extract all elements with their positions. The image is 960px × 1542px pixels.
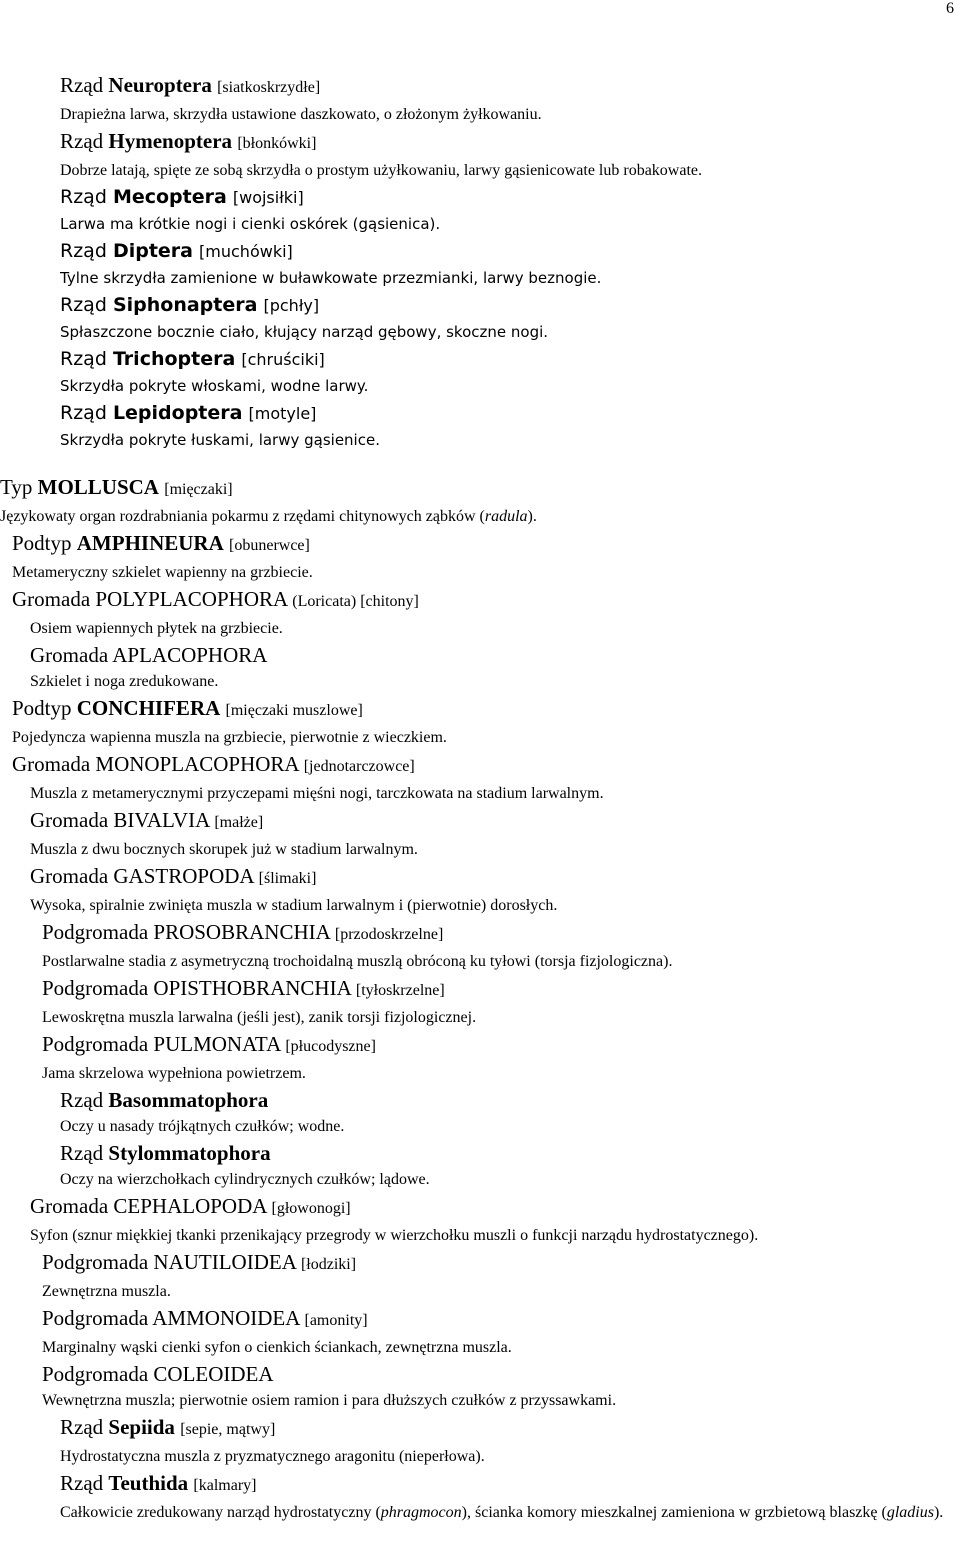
taxon-description: Spłaszczone bocznie ciało, kłujący narząd gębowy, skoczne nogi. — [60, 323, 549, 341]
taxon-name: OPISTHOBRANCHIA — [153, 976, 351, 1000]
podgromada-pulmonata — [0, 1030, 960, 1086]
taxon-heading — [60, 183, 960, 212]
taxon-rank: Rząd — [60, 1471, 104, 1495]
taxon-name: NAUTILOIDEA — [153, 1250, 296, 1274]
taxon-translation: [chruściki] — [241, 350, 325, 369]
taxon-description: Skrzydła pokryte łuskami, larwy gąsienice. — [60, 431, 380, 449]
taxon-description: Hydrostatyczna muszla z pryzmatycznego aragonitu (nieperłowa). — [60, 1448, 485, 1465]
taxon-description: Oczy na wierzchołkach cylindrycznych czułków; lądowe. — [60, 1171, 430, 1188]
taxon-heading — [60, 71, 960, 102]
taxon-name: Diptera — [112, 240, 193, 262]
taxon-description: Postlarwalne stadia z asymetryczną trochoidalną muszlą obróconą ku tyłowi (torsja fizjologiczna). — [42, 953, 673, 970]
taxon-translation: [głowonogi] — [271, 1200, 351, 1217]
gromada-cephalopoda — [0, 1192, 960, 1248]
taxon-rank: Rząd — [60, 294, 107, 316]
taxon-heading — [60, 127, 960, 158]
taxon-name: BIVALVIA — [113, 808, 210, 832]
taxon-description: Zewnętrzna muszla. — [42, 1283, 171, 1300]
taxon-description: Wewnętrzna muszla; pierwotnie osiem ramion i para dłuższych czułków z przyssawkami. — [42, 1392, 617, 1409]
taxon-name: Teuthida — [108, 1471, 189, 1495]
taxon-rank: Podgromada — [42, 1032, 149, 1056]
taxon-rank: Rząd — [60, 1088, 104, 1112]
taxon-rank: Podgromada — [42, 1306, 149, 1330]
taxon-rank: Rząd — [60, 129, 104, 153]
taxon-name: Basommatophora — [108, 1088, 269, 1112]
taxon-rank: Gromada — [30, 808, 109, 832]
taxon-rank: Typ — [0, 475, 33, 499]
insect-order-entry — [0, 71, 960, 127]
desc-text: Językowaty organ rozdrabniania pokarmu z rzędami chitynowych ząbków ( — [0, 508, 485, 525]
taxon-heading — [42, 974, 960, 1005]
taxon-name: APLACOPHORA — [112, 643, 268, 667]
insect-order-entry — [0, 345, 960, 399]
taxon-name: MOLLUSCA — [37, 475, 159, 499]
taxon-heading — [42, 918, 960, 949]
taxon-name: Neuroptera — [108, 73, 212, 97]
taxon-name: Lepidoptera — [112, 402, 243, 424]
document-body — [0, 71, 960, 1525]
taxon-rank: Rząd — [60, 402, 107, 424]
taxon-heading — [30, 641, 960, 669]
taxon-translation: [kalmary] — [193, 1477, 257, 1494]
insect-order-entry — [0, 291, 960, 345]
taxon-heading — [60, 237, 960, 266]
insect-order-entry — [0, 183, 960, 237]
taxon-description: Wysoka, spiralnie zwinięta muszla w stadium larwalnym i (pierwotnie) dorosłych. — [30, 897, 558, 914]
taxon-name: CEPHALOPODA — [113, 1194, 267, 1218]
podgromada-prosobranchia — [0, 918, 960, 974]
taxon-heading — [60, 1469, 960, 1500]
desc-text: ). — [527, 508, 537, 525]
rzad-stylommatophora — [0, 1139, 960, 1192]
desc-text: ). — [933, 1504, 944, 1521]
taxon-description: Szkielet i noga zredukowane. — [30, 673, 219, 690]
podgromada-coleoidea — [0, 1360, 960, 1413]
taxon-name: GASTROPODA — [113, 864, 254, 888]
taxon-translation: [obunerwce] — [229, 537, 310, 554]
desc-italic-term: phragmocon — [380, 1504, 462, 1521]
podgromada-opisthobranchia — [0, 974, 960, 1030]
taxon-translation: [tyłoskrzelne] — [355, 982, 445, 999]
taxon-heading — [60, 1413, 960, 1444]
gromada-aplacophora — [0, 641, 960, 694]
taxon-name: CONCHIFERA — [76, 696, 221, 720]
taxon-translation: [płucodyszne] — [285, 1038, 376, 1055]
taxon-translation: [małże] — [214, 814, 264, 831]
rzad-sepiida — [0, 1413, 960, 1469]
taxon-heading — [12, 750, 960, 781]
taxon-heading — [0, 473, 960, 504]
taxon-rank: Podgromada — [42, 920, 149, 944]
taxon-heading — [12, 694, 960, 725]
taxon-translation: [mięczaki] — [164, 481, 233, 498]
taxon-rank: Podtyp — [12, 696, 72, 720]
taxon-name: PULMONATA — [153, 1032, 281, 1056]
taxon-heading — [42, 1248, 960, 1279]
taxon-translation: [błonkówki] — [237, 135, 317, 152]
taxon-name: Trichoptera — [112, 348, 236, 370]
insect-order-entry — [0, 399, 960, 453]
taxon-description: Drapieżna larwa, skrzydła ustawione daszkowato, o złożonym żyłkowaniu. — [60, 106, 542, 123]
desc-text: ), ścianka komory mieszkalnej zamieniona w grzbietową blaszkę ( — [461, 1504, 887, 1521]
mollusca-section — [0, 473, 960, 1525]
insect-order-entry — [0, 237, 960, 291]
insect-orders-list — [0, 71, 960, 453]
rzad-teuthida — [0, 1469, 960, 1525]
taxon-name: Sepiida — [108, 1415, 175, 1439]
taxon-translation: [siatkoskrzydłe] — [217, 79, 321, 96]
taxon-description: Muszla z metamerycznymi przyczepami mięśni nogi, tarczkowata na stadium larwalnym. — [30, 785, 604, 802]
taxon-description: Pojedyncza wapienna muszla na grzbiecie, pierwotnie z wieczkiem. — [12, 729, 447, 746]
taxon-rank: Gromada — [12, 587, 91, 611]
desc-text: Całkowicie zredukowany narząd hydrostatyczny ( — [60, 1504, 381, 1521]
taxon-rank: Podgromada — [42, 976, 149, 1000]
taxon-rank: Gromada — [30, 864, 109, 888]
taxon-heading — [42, 1304, 960, 1335]
taxon-description: Muszla z dwu bocznych skorupek już w stadium larwalnym. — [30, 841, 418, 858]
taxon-description: Dobrze latają, spięte ze sobą skrzydła o prostym użyłkowaniu, larwy gąsienicowate lub robakowate. — [60, 162, 703, 179]
taxon-rank: Gromada — [12, 752, 91, 776]
taxon-heading — [60, 1139, 960, 1167]
taxon-heading — [12, 529, 960, 560]
taxon-translation: [przodoskrzelne] — [334, 926, 444, 943]
taxon-name: MONOPLACOPHORA — [95, 752, 299, 776]
taxon-name: COLEOIDEA — [153, 1362, 274, 1386]
podtyp-conchifera — [0, 694, 960, 750]
taxon-heading — [12, 585, 960, 616]
taxon-heading — [30, 862, 960, 893]
taxon-name: Hymenoptera — [108, 129, 233, 153]
taxon-rank: Rząd — [60, 240, 107, 262]
desc-italic-term: radula — [484, 508, 528, 525]
taxon-description: Marginalny wąski cienki syfon o cienkich ściankach, zewnętrzna muszla. — [42, 1339, 512, 1356]
taxon-translation: [ślimaki] — [258, 870, 317, 887]
taxon-translation: [pchły] — [263, 296, 320, 315]
taxon-description: Syfon (sznur miękkiej tkanki przenikający przegrody w wierzchołku muszli o funkcji narządu hydrostatycznego). — [30, 1227, 759, 1244]
taxon-name: AMPHINEURA — [76, 531, 224, 555]
taxon-translation: [łodziki] — [300, 1256, 357, 1273]
taxon-description: Larwa ma krótkie nogi i cienki oskórek (gąsienica). — [60, 215, 441, 233]
taxon-description: Jama skrzelowa wypełniona powietrzem. — [42, 1065, 306, 1082]
taxon-rank: Rząd — [60, 73, 104, 97]
taxon-translation: [amonity] — [304, 1312, 368, 1329]
taxon-rank: Podtyp — [12, 531, 72, 555]
taxon-heading — [60, 291, 960, 320]
taxon-description: Tylne skrzydła zamienione w buławkowate przezmianki, larwy beznogie. — [60, 269, 602, 287]
taxon-name: POLYPLACOPHORA — [95, 587, 287, 611]
taxon-rank: Podgromada — [42, 1362, 149, 1386]
taxon-translation: [muchówki] — [199, 242, 293, 261]
podgromada-nautiloidea — [0, 1248, 960, 1304]
taxon-translation: [jednotarczowce] — [303, 758, 415, 775]
taxon-translation: [sepie, mątwy] — [180, 1421, 276, 1438]
taxon-rank: Gromada — [30, 1194, 109, 1218]
section-gap — [0, 453, 960, 473]
taxon-translation: [mięczaki muszlowe] — [225, 702, 363, 719]
taxon-translation: [wojsiłki] — [232, 188, 304, 207]
taxon-name: Stylommatophora — [108, 1141, 271, 1165]
taxon-heading — [30, 1192, 960, 1223]
taxon-description: Osiem wapiennych płytek na grzbiecie. — [30, 620, 283, 637]
taxon-description: Oczy u nasady trójkątnych czułków; wodne. — [60, 1118, 345, 1135]
insect-order-entry — [0, 127, 960, 183]
rzad-basommatophora — [0, 1086, 960, 1139]
taxon-rank: Rząd — [60, 186, 107, 208]
taxon-rank: Rząd — [60, 1415, 104, 1439]
taxon-heading — [60, 1086, 960, 1114]
taxon-heading — [42, 1030, 960, 1061]
taxon-description — [0, 504, 960, 529]
desc-italic-term: gladius — [886, 1504, 934, 1521]
taxon-name: AMMONOIDEA — [152, 1306, 300, 1330]
taxon-description — [60, 1500, 956, 1525]
gromada-monoplacophora — [0, 750, 960, 806]
gromada-polyplacophora — [0, 585, 960, 641]
taxon-rank: Gromada — [30, 643, 109, 667]
taxon-rank: Rząd — [60, 1141, 104, 1165]
gromada-bivalvia — [0, 806, 960, 862]
taxon-name: PROSOBRANCHIA — [153, 920, 330, 944]
taxon-rank: Podgromada — [42, 1250, 149, 1274]
page-number: 6 — [946, 0, 954, 17]
gromada-gastropoda — [0, 862, 960, 918]
taxon-description: Skrzydła pokryte włoskami, wodne larwy. — [60, 377, 369, 395]
taxon-rank: Rząd — [60, 348, 107, 370]
taxon-translation: [motyle] — [248, 404, 317, 423]
taxon-name: Siphonaptera — [112, 294, 258, 316]
taxon-heading — [30, 806, 960, 837]
taxon-heading — [60, 345, 960, 374]
podgromada-ammonoidea — [0, 1304, 960, 1360]
taxon-name: Mecoptera — [112, 186, 227, 208]
taxon-heading — [42, 1360, 960, 1388]
taxon-translation: (Loricata) [chitony] — [292, 593, 419, 610]
taxon-description: Lewoskrętna muszla larwalna (jeśli jest), zanik torsji fizjologicznej. — [42, 1009, 477, 1026]
typ-mollusca — [0, 473, 960, 529]
taxon-heading — [60, 399, 960, 428]
podtyp-amphineura — [0, 529, 960, 585]
taxon-description: Metameryczny szkielet wapienny na grzbiecie. — [12, 564, 313, 581]
